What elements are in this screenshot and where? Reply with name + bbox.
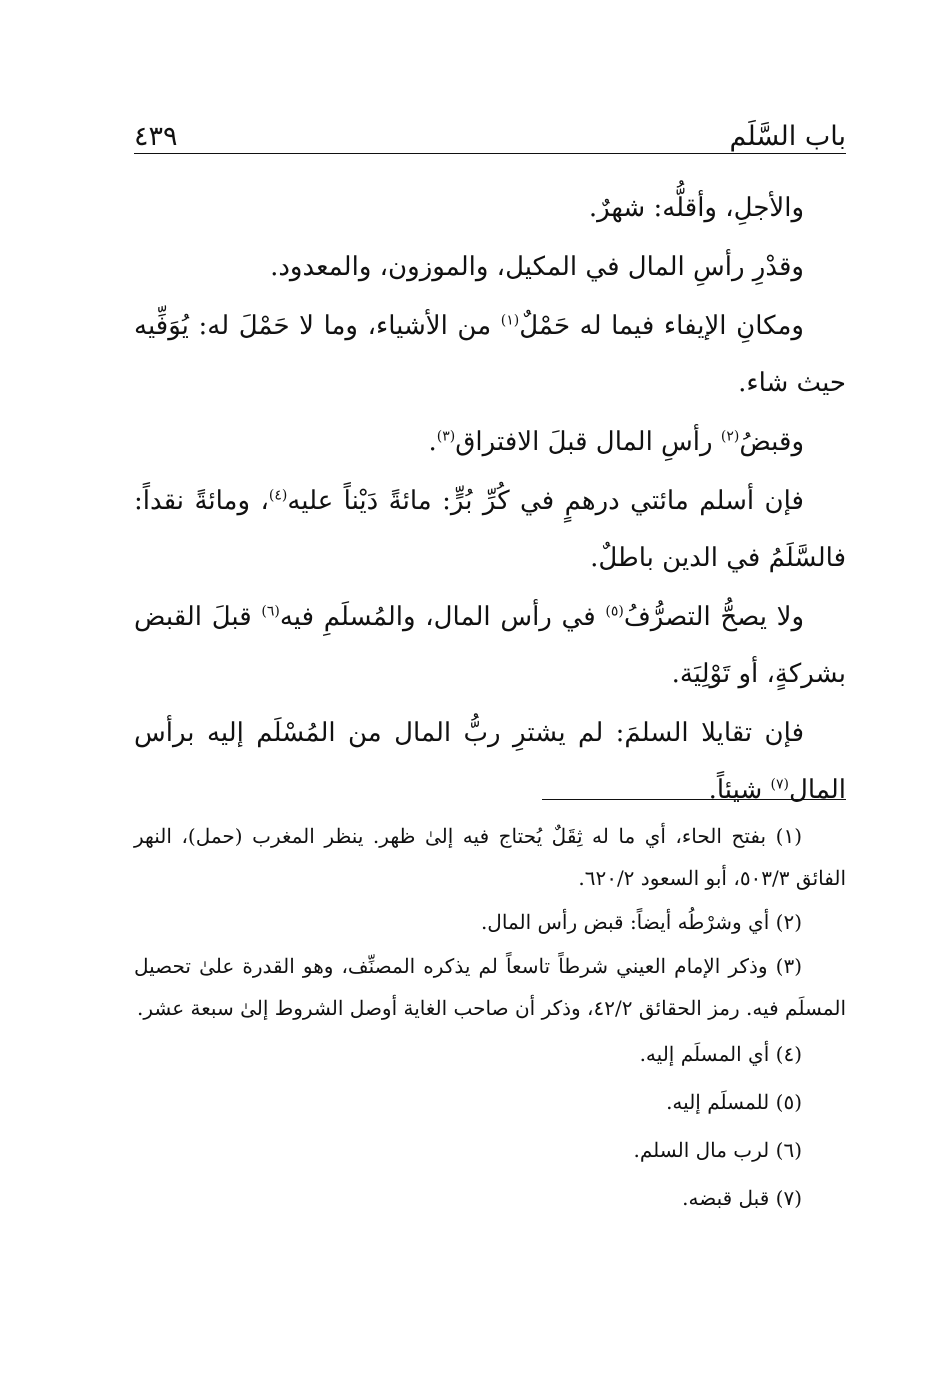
footnote-number: (٥) — [775, 1090, 802, 1114]
paragraph-text: والأجلِ، وأقلُّه: شهرٌ. — [588, 193, 804, 223]
paragraph-text: فإن أسلم مائتي درهمٍ في كُرِّ بُرٍّ: مائةً دَيْناً عليه — [287, 486, 804, 516]
chapter-title: باب السَّلَم — [729, 121, 846, 152]
paragraph-text: ولا يصحُّ التصرُّفُ — [623, 602, 805, 632]
footnote-text: قبل قبضه. — [682, 1186, 770, 1210]
footnote-2 — [134, 901, 846, 943]
footnote-ref: (٥) — [605, 603, 624, 620]
footnote-6 — [134, 1127, 846, 1173]
paragraph-7 — [134, 705, 846, 819]
footnote-rule — [542, 799, 846, 800]
footnote-text: أي المسلَم إليه. — [639, 1042, 770, 1066]
footnote-ref: (١) — [500, 312, 520, 329]
footnote-text: لرب مال السلم. — [633, 1138, 770, 1162]
footnote-number: (٧) — [775, 1186, 802, 1210]
running-header — [134, 108, 846, 152]
paragraph-text: في رأس المال، والمُسلَمِ فيه — [279, 602, 606, 632]
footnote-number: (٤) — [775, 1042, 802, 1066]
paragraph-text: ومكانِ الإيفاء فيما له حَمْلٌ — [519, 311, 804, 341]
paragraph-6 — [134, 589, 846, 703]
paragraph-text: وقبضُ — [739, 427, 804, 457]
footnote-ref: (٤) — [268, 487, 288, 504]
footnote-number: (١) — [775, 824, 803, 848]
footnote-7 — [134, 1175, 846, 1221]
footnote-4 — [134, 1031, 846, 1077]
footnote-text: للمسلَم إليه. — [666, 1090, 770, 1114]
footnote-ref: (٦) — [261, 603, 280, 620]
paragraph-text: وقدْرِ رأسِ المال في المكيل، والموزون، والمعدود. — [270, 252, 804, 282]
footnote-5 — [134, 1079, 846, 1125]
paragraph-text: شيئاً. — [708, 775, 771, 805]
footnote-3 — [134, 945, 846, 1029]
paragraph-text: فإن تقايلا السلمَ: لم يشترِ ربُّ المال من المُسْلَم إليه برأس المال — [134, 718, 846, 805]
footnote-ref: (٧) — [770, 776, 789, 793]
paragraph-4 — [134, 414, 846, 471]
paragraph-text: من الأشياء، وما لا حَمْلَ له: يُوَفِّيه حيث شاء. — [134, 311, 846, 398]
paragraph-text: . — [428, 427, 437, 457]
footnote-ref: (٣) — [436, 428, 456, 445]
paragraph-5 — [134, 473, 846, 587]
footnote-text: وذكر الإمام العيني شرطاً تاسعاً لم يذكره المصنِّف، وهو القدرة علىٰ تحصيل المسلَم فيه. رمز الحقائق ٤٢/٢، وذكر أن صاحب الغاية أوصل الشروط إلىٰ سبعة عشر. — [134, 954, 846, 1020]
footnote-number: (٦) — [775, 1138, 802, 1162]
footnotes — [134, 815, 846, 1223]
paragraph-3 — [134, 298, 846, 412]
header-rule — [134, 153, 846, 154]
paragraph-text: رأسِ المال قبلَ الافتراق — [455, 427, 721, 457]
footnote-number: (٢) — [775, 910, 802, 934]
paragraph-1 — [134, 180, 846, 237]
footnote-1 — [134, 815, 846, 899]
paragraph-text: قبلَ القبض بشركةٍ، أو تَوْلِيَة. — [134, 602, 846, 689]
footnote-text: بفتح الحاء، أي ما له ثِقَلٌ يُحتاج فيه إلىٰ ظهر. ينظر المغرب (حمل)، النهر الفائق ٥٠٣/٣، أبو السعود ٦٢٠/٢. — [134, 824, 846, 890]
footnote-number: (٣) — [775, 954, 802, 978]
paragraph-2 — [134, 239, 846, 296]
footnote-ref: (٢) — [720, 428, 740, 445]
footnote-text: أي وشرْطُه أيضاً: قبض رأس المال. — [480, 910, 770, 934]
main-text — [134, 180, 846, 821]
paragraph-text: ، ومائةً نقداً: فالسَّلَمُ في الدين باطلٌ. — [134, 486, 846, 573]
page-number: ٤٣٩ — [134, 121, 178, 152]
